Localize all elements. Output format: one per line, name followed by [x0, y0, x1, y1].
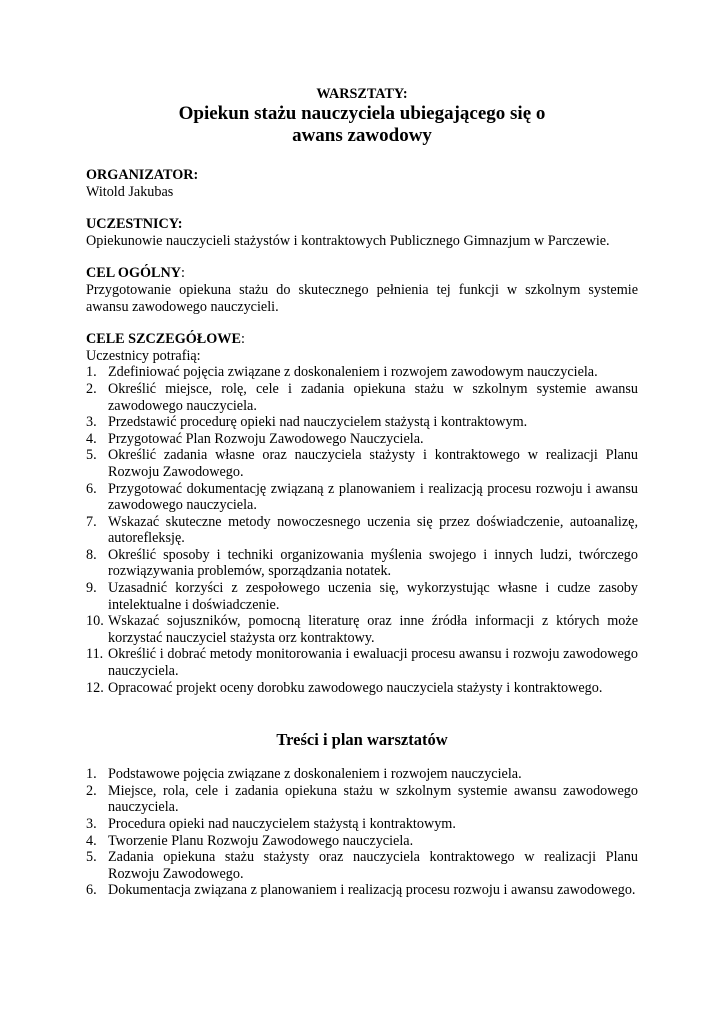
plan-heading: Treści i plan warsztatów [276, 730, 448, 750]
list-item [86, 646, 638, 679]
list-item [86, 580, 638, 613]
list-item-number: 6. [86, 480, 97, 497]
list-item [86, 766, 638, 783]
specific-goals-heading [86, 331, 638, 348]
list-item-text: Wskazać sojuszników, pomocną literaturę oraz inne źródła informacji z których może korzystać nauczyciel stażysta orz kontraktowy. [108, 613, 638, 646]
list-item-text: Podstawowe pojęcia związane z doskonaleniem i rozwojem nauczyciela. [108, 766, 522, 783]
list-item-text: Wskazać skuteczne metody nowoczesnego uczenia się przez doświadczenie, autoanalizę, autorefleksję. [108, 513, 638, 547]
plan-list [86, 766, 638, 899]
list-item-text: Miejsce, rola, cele i zadania opiekuna stażu w szkolnym systemie awansu zawodowego nauczyciela. [108, 782, 638, 816]
list-item-number: 7. [86, 513, 97, 530]
list-item-number: 5. [86, 849, 97, 866]
list-item-number: 2. [86, 380, 97, 397]
organizer-section [86, 167, 638, 200]
list-item [86, 414, 638, 431]
list-item-text: Opracować projekt oceny dorobku zawodowego nauczyciela stażysty i kontraktowego. [108, 679, 603, 696]
list-item-text: Przedstawić procedurę opieki nad nauczycielem stażystą i kontraktowym. [108, 414, 528, 431]
specific-goals-label: CELE SZCZEGÓŁOWE [86, 331, 241, 348]
list-item-text: Określić miejsce, rolę, cele i zadania opiekuna stażu w szkolnym systemie awansu zawodowego nauczyciela. [108, 380, 638, 414]
list-item [86, 381, 638, 414]
specific-goals-section [86, 331, 638, 696]
list-item [86, 431, 638, 448]
participants-label: UCZESTNICY: [86, 216, 183, 233]
document-title-line-2: awans zawodowy [292, 125, 432, 146]
list-item-text: Uzasadnić korzyści z zespołowego uczenia się, wykorzystując własne i cudze zasoby intelektualne i doświadczenie. [108, 580, 638, 613]
general-goal-heading [86, 265, 638, 282]
list-item-number: 8. [86, 546, 97, 563]
list-item-text: Określić i dobrać metody monitorowania i ewaluacji procesu awansu i rozwoju zawodowego nauczyciela. [108, 646, 638, 680]
list-item-text: Zdefiniować pojęcia związane z doskonaleniem i rozwojem zawodowym nauczyciela. [108, 364, 598, 381]
list-item-text: Określić sposoby i techniki organizowania myślenia swojego i innych ludzi, twórczego rozwiązywania problemów, sporządzania notatek. [108, 546, 638, 580]
organizer-value: Witold Jakubas [86, 183, 174, 200]
document-content [86, 86, 638, 899]
participants-section [86, 216, 638, 249]
list-item-text: Procedura opieki nad nauczycielem stażystą i kontraktowym. [108, 816, 456, 832]
document-title-line-1: Opiekun stażu nauczyciela ubiegającego się o [178, 103, 546, 124]
list-item [86, 447, 638, 480]
list-item [86, 481, 638, 514]
list-item [86, 547, 638, 580]
list-item [86, 833, 638, 850]
list-item [86, 680, 638, 697]
participants-value: Opiekunowie nauczycieli stażystów i kontraktowych Publicznego Gimnazjum w Parczewie. [86, 232, 610, 249]
list-item-number: 3. [86, 816, 97, 832]
general-goal-colon: : [181, 265, 185, 282]
workshop-kicker: WARSZTATY: [316, 86, 408, 102]
list-item [86, 849, 638, 882]
list-item-number: 4. [86, 832, 97, 849]
list-item-number: 12. [86, 679, 104, 696]
list-item-number: 1. [86, 364, 97, 381]
list-item-text: Określić zadania własne oraz nauczyciela stażysty i kontraktowego w realizacji Planu Rozwoju Zawodowego. [108, 447, 638, 480]
list-item-text: Przygotować Plan Rozwoju Zawodowego Nauczyciela. [108, 430, 424, 447]
list-item-text: Dokumentacja związana z planowaniem i realizacją procesu rozwoju i awansu zawodowego. [108, 882, 636, 899]
list-item-text: Zadania opiekuna stażu stażysty oraz nauczyciela kontraktowego w realizacji Planu Rozwoju Zawodowego. [108, 849, 638, 882]
list-item [86, 364, 638, 381]
list-item [86, 514, 638, 547]
general-goal-label: CEL OGÓLNY [86, 265, 181, 282]
specific-goals-list [86, 364, 638, 696]
list-item-number: 5. [86, 447, 97, 464]
general-goal-value: Przygotowanie opiekuna stażu do skutecznego pełnienia tej funkcji w szkolnym systemie awansu zawodowego nauczycieli. [86, 281, 638, 315]
general-goal-section [86, 265, 638, 315]
list-item-number: 4. [86, 430, 97, 447]
list-item [86, 783, 638, 816]
list-item-number: 10. [86, 613, 104, 630]
list-item-text: Przygotować dokumentację związaną z planowaniem i realizacją procesu rozwoju i awansu zawodowego nauczyciela. [108, 480, 638, 514]
list-item-number: 6. [86, 882, 97, 899]
list-item-number: 3. [86, 414, 97, 431]
specific-goals-intro: Uczestnicy potrafią: [86, 347, 201, 364]
list-item-number: 9. [86, 580, 97, 597]
list-item [86, 613, 638, 646]
organizer-label: ORGANIZATOR: [86, 167, 199, 183]
list-item-text: Tworzenie Planu Rozwoju Zawodowego nauczyciela. [108, 832, 414, 849]
list-item [86, 882, 638, 899]
list-item [86, 816, 638, 833]
list-item-number: 1. [86, 766, 97, 783]
list-item-number: 2. [86, 782, 97, 799]
list-item-number: 11. [86, 646, 104, 663]
specific-goals-colon: : [240, 331, 245, 348]
